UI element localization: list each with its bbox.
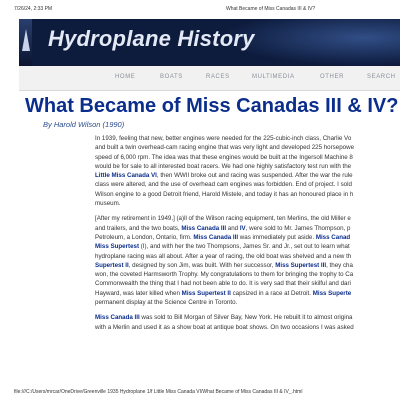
- nav-item-multimedia[interactable]: MULTIMEDIA: [252, 74, 295, 80]
- article-text: hydroplane racing was all about. After a year of racing, the old boat was shelved and a new th: [95, 252, 352, 260]
- boat-name: Miss Canada III: [193, 233, 239, 241]
- article-line: [95, 279, 400, 288]
- boat-name: Miss Supertest II: [181, 289, 231, 297]
- article-line: [95, 143, 400, 152]
- boat-name: Miss Canad: [315, 233, 351, 241]
- print-page-title: What Became of Miss Canadas III & IV?: [226, 6, 316, 12]
- article-paragraph: [95, 134, 400, 208]
- nav-item-home[interactable]: HOME: [115, 74, 136, 80]
- article-text: was sold to Bill Morgan of Silver Bay, New York. He rebuilt it to almost origina: [139, 314, 353, 322]
- article-text: permanent display at the Science Centre in Toronto.: [95, 299, 238, 307]
- article-text: class were altered, and the use of overhead cam engines was forbidden. End of project. I sold: [95, 181, 352, 189]
- article-text: capsized in a race at Detroit.: [230, 289, 313, 297]
- article-text: , then WWII broke out and racing was suspended. After the war the rule: [156, 172, 353, 180]
- article-text: and: [226, 224, 240, 232]
- article-line: [95, 224, 400, 233]
- article-line: [95, 190, 400, 199]
- article-text: was immediately put aside.: [238, 233, 316, 241]
- boat-name: Miss Canada III: [95, 314, 140, 322]
- nav-item-boats[interactable]: BOATS: [160, 74, 183, 80]
- article-text: and built a twin overhead-cam racing engine that was very light and developed 225 horsepowe: [95, 144, 355, 152]
- boat-name: Miss Superte: [312, 289, 352, 297]
- article-text: and trailers, and the two boats,: [95, 224, 182, 232]
- boat-name: Miss Supertest: [95, 243, 140, 251]
- article-line: [95, 153, 400, 162]
- article-line: [95, 270, 400, 279]
- article-text: [After my retirement in 1949,] (a)ll of the Wilson racing equipment, ten Merlins, the old Miller e: [95, 215, 351, 223]
- boat-name: Miss Canada III: [181, 224, 227, 232]
- article-line: [95, 323, 400, 332]
- site-title[interactable]: Hydroplane History: [48, 26, 255, 51]
- article-text: Petroleum, a London, Ontario, firm.: [95, 233, 194, 241]
- article-text: Hayward, was later killed when: [95, 289, 182, 297]
- article-line: [95, 180, 400, 189]
- boat-name: Supertest II: [95, 261, 129, 269]
- article-text: , they cha: [326, 261, 353, 269]
- boat-name: Little Miss Canada VI: [95, 172, 157, 180]
- nav-item-search[interactable]: SEARCH: [367, 74, 396, 80]
- article-line: [95, 199, 400, 208]
- article-line: [95, 162, 400, 171]
- article-paragraph: [95, 313, 400, 332]
- article-body: [95, 134, 400, 390]
- article-text: with a Merlin and used it as a show boat at antique boat shows. On two occasions I was asked: [95, 323, 354, 331]
- article-text: Wilson engine to a good Detroit friend, Harold Mistele, and today it has an honoured place in h: [95, 190, 354, 198]
- site-banner: [19, 19, 400, 66]
- article-line: [95, 214, 400, 223]
- article-byline: By Harold Wilson (1990): [43, 120, 125, 129]
- article-text: Commonwealth the thing that I had not been able to do. It is very sad that their skilful and dari: [95, 280, 351, 288]
- article-text: (I), and with her the two Thompsons, James Sr. and Jr., set out to learn what: [139, 243, 350, 251]
- article-paragraph: [95, 214, 400, 307]
- article-line: [95, 261, 400, 270]
- main-nav: [19, 66, 400, 91]
- article-text: museum.: [95, 200, 121, 208]
- article-line: [95, 252, 400, 261]
- article-line: [95, 233, 400, 242]
- article-text: , were sold to Mr. James Thompson, p: [245, 224, 351, 232]
- article-line: [95, 298, 400, 307]
- article-text: would be for sale to all interested boat racers. We had one highly satisfactory test run with the: [95, 162, 352, 170]
- article-text: speed of 6,000 rpm. The idea was that these engines would be built at the Ingersoll Machine 8: [95, 153, 353, 161]
- boat-name: Miss Supertest III: [275, 261, 327, 269]
- article-line: [95, 171, 400, 180]
- article-line: [95, 134, 400, 143]
- article-text: , designed by son Jim, was built. With her successor,: [128, 261, 276, 269]
- nav-item-other[interactable]: OTHER: [320, 74, 344, 80]
- article-text: In 1939, feeling that new, better engines were needed for the 225-cubic-inch class, Charlie Vo: [95, 135, 352, 142]
- article-line: [95, 313, 400, 322]
- article-headline: What Became of Miss Canadas III & IV?: [25, 95, 399, 117]
- article-line: [95, 289, 400, 298]
- print-footer-path: file:///C:/Users/mrcar/OneDrive/Greenville 1935 Hydroplane 1/f Little Miss Canada VI/What Became of Miss Canadas III & IV_.html: [14, 389, 303, 395]
- article-text: won, the coveted Harmsworth Trophy. My congratulations to them for bringing the trophy to Ca: [95, 271, 354, 279]
- article-line: [95, 242, 400, 251]
- hydroplane-logo-icon[interactable]: [19, 19, 32, 66]
- print-timestamp: 7/26/24, 2:33 PM: [14, 6, 53, 12]
- nav-item-races[interactable]: RACES: [206, 74, 230, 80]
- boat-name: IV: [239, 224, 246, 232]
